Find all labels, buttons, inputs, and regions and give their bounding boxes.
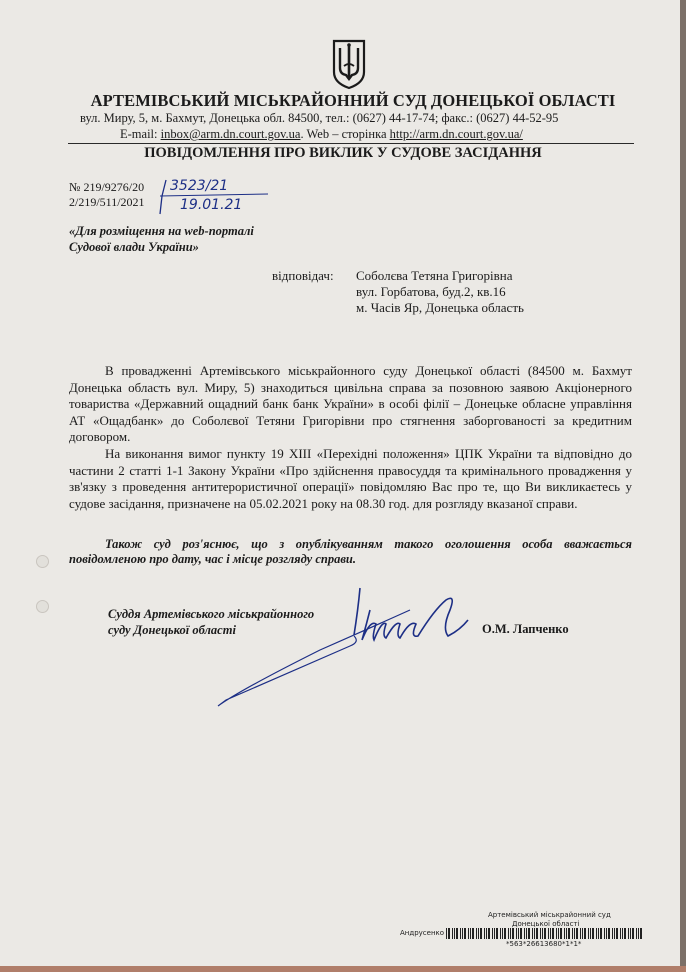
scan-edge-right <box>680 0 686 972</box>
body-paragraph-1: В провадженні Артемівського міськрайонного суду Донецької області (84500 м. Бахмут Донецька область вул. Миру, 5) знаходиться цивільна справа за позовною заявою Акціонерного товариства «Державний ощадний банк банк України» в особі філії – Донецьке обласне управління АТ «Ощадбанк» до Соболєвої Тетяни Григорівни про стягнення заборгованості за кредитним договором. <box>69 363 632 445</box>
court-address: вул. Миру, 5, м. Бахмут, Донецька обл. 84500, тел.: (0627) 44-17-74; факс.: (0627) 44-52-95 <box>80 111 559 125</box>
placement-note-line2: Судової влади України» <box>69 240 199 254</box>
punch-hole <box>36 555 49 568</box>
handwritten-registration-number: 3523/21 <box>170 178 229 194</box>
email-link[interactable]: inbox@arm.dn.court.gov.ua <box>160 127 301 141</box>
web-link[interactable]: http://arm.dn.court.gov.ua/ <box>389 127 523 141</box>
signature-title-line1: Суддя Артемівського міськрайонного <box>108 607 315 621</box>
court-name: АРТЕМІВСЬКИЙ МІСЬКРАЙОННИЙ СУД ДОНЕЦЬКОЇ ОБЛАСТІ <box>90 91 616 110</box>
registration-barcode <box>446 928 642 939</box>
judge-name: О.М. Лапченко <box>482 622 569 636</box>
handwritten-registration-date: 19.01.21 <box>180 197 243 213</box>
email-prefix: E-mail: <box>120 127 161 141</box>
body-paragraph-3: Також суд роз'яснює, що з опублікуванням такого оголошення особа вважається повідомленою про дату, час і місце розгляду справи. <box>69 537 632 566</box>
court-contacts <box>120 127 523 142</box>
stamp-line1: Артемівський міськрайонний суд <box>488 911 611 919</box>
recipient-name: Соболєва Тетяна Григорівна <box>356 268 513 283</box>
notice-title: ПОВІДОМЛЕННЯ ПРО ВИКЛИК У СУДОВЕ ЗАСІДАННЯ <box>144 145 542 161</box>
scan-edge-bottom <box>0 966 686 972</box>
stamp-line2: Донецької області <box>512 920 580 928</box>
handwritten-signature-icon <box>210 580 480 710</box>
web-prefix: . Web – сторінка <box>300 127 390 141</box>
proceeding-number: 2/219/511/2021 <box>69 195 145 209</box>
stamp-code: *563*26613680*1*1* <box>506 940 582 948</box>
recipient-role: відповідач: <box>272 268 334 283</box>
recipient-city: м. Часів Яр, Донецька область <box>356 300 524 315</box>
placement-note-line1: «Для розміщення на web-порталі <box>69 224 254 238</box>
trident-coat-of-arms-icon <box>330 38 368 90</box>
recipient-street: вул. Горбатова, буд.2, кв.16 <box>356 284 506 299</box>
punch-hole <box>36 600 49 613</box>
stamp-clerk: Андрусенко <box>400 929 445 937</box>
case-number: № 219/9276/20 <box>69 180 145 194</box>
body-paragraph-2: На виконання вимог пункту 19 XIII «Перехідні положення» ЦПК України та відповідно до частини 2 статті 1-1 Закону України «Про здійснення правосуддя та кримінального провадження у зв'язку з проведення антитерористичної операції» повідомляю Вас про те, що Ви викликаєтесь у судове засідання, призначене на 05.02.2021 року на 08.30 год. для розгляду вказаної справи. <box>69 446 632 511</box>
signature-title-line2: суду Донецької області <box>108 623 236 637</box>
